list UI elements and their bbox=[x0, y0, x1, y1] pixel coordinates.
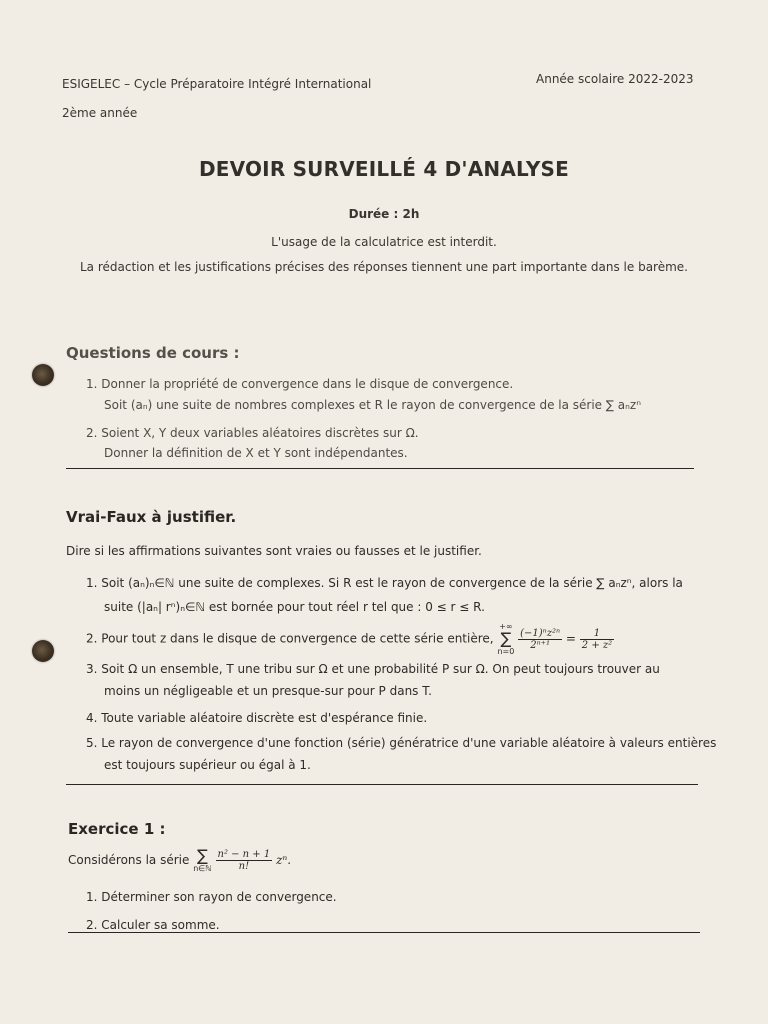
cours-q1-line2: Soit (aₙ) une suite de nombres complexes et R le rayon de convergence de la série ∑ aₙzⁿ bbox=[104, 398, 641, 412]
cours-q1-line1: 1. Donner la propriété de convergence dans le disque de convergence. bbox=[86, 377, 514, 391]
calculator-note: L'usage de la calculatrice est interdit. bbox=[271, 235, 497, 249]
exercice1-fraction: $\frac{\text{n² − n + 1}}{n!}$ bbox=[217, 849, 271, 872]
vraifaux-item1-line1: 1. Soit (aₙ)ₙ∈ℕ une suite de complexes. Si R est le rayon de convergence de la série ∑ aₙzⁿ, alors la bbox=[86, 576, 683, 590]
year-level-label: 2ème année bbox=[62, 106, 138, 120]
redaction-note: La rédaction et les justifications précises des réponses tiennent une part importante dans le barème. bbox=[80, 260, 688, 274]
section-heading-exercice1: Exercice 1 : bbox=[68, 820, 166, 838]
divider-1 bbox=[66, 468, 694, 469]
institution-label: ESIGELEC – Cycle Préparatoire Intégré International bbox=[62, 77, 372, 91]
duration-label: Durée : 2h bbox=[348, 207, 420, 221]
divider-2 bbox=[66, 784, 698, 785]
vraifaux-item4: 4. Toute variable aléatoire discrète est d'espérance finie. bbox=[86, 711, 428, 725]
page-title: DEVOIR SURVEILLÉ 4 D'ANALYSE bbox=[198, 157, 569, 181]
cours-q2-line1: 2. Soient X, Y deux variables aléatoires discrètes sur Ω. bbox=[86, 426, 419, 440]
item2-text: 2. Pour tout z dans le disque de convergence de cette série entière, bbox=[86, 631, 494, 646]
punch-hole-top bbox=[32, 364, 54, 386]
exercice1-q1: 1. Déterminer son rayon de convergence. bbox=[86, 890, 337, 904]
exercice1-sum-symbol: ∑ n∈ℕ bbox=[193, 846, 212, 873]
exercice1-intro: Considérons la série bbox=[68, 853, 190, 867]
section-heading-vraifaux: Vrai-Faux à justifier. bbox=[66, 508, 237, 526]
divider-3 bbox=[68, 932, 700, 933]
sum-symbol: +∞ ∑ n=0 bbox=[497, 622, 515, 656]
school-year-label: Année scolaire 2022-2023 bbox=[536, 72, 694, 86]
vraifaux-item5-line2: est toujours supérieur ou égal à 1. bbox=[104, 758, 311, 772]
vraifaux-intro: Dire si les affirmations suivantes sont vraies ou fausses et le justifier. bbox=[66, 544, 482, 558]
section-heading-cours: Questions de cours : bbox=[66, 344, 240, 362]
exercice1-series: Considérons la série ∑ n∈ℕ $\frac{\text{n² − n + 1}}{n!}$ zⁿ. bbox=[68, 846, 292, 873]
vraifaux-item3-line2: moins un négligeable et un presque-sur pour P dans T. bbox=[104, 684, 432, 698]
item2-fraction-left: $\frac{\text{(−1)ⁿz²ⁿ}}{\text{2ⁿ⁺¹}}$ bbox=[520, 627, 561, 651]
punch-hole-bottom bbox=[32, 640, 54, 662]
item2-fraction-right: $\frac{1}{\text{2 + z²}}$ bbox=[581, 627, 613, 651]
cours-q2-line2: Donner la définition de X et Y sont indépendantes. bbox=[104, 446, 408, 460]
exercice1-q2: 2. Calculer sa somme. bbox=[86, 918, 220, 932]
vraifaux-item1-line2: suite (|aₙ| rⁿ)ₙ∈ℕ est bornée pour tout réel r tel que : 0 ≤ r ≤ R. bbox=[104, 600, 485, 614]
vraifaux-item2: 2. Pour tout z dans le disque de convergence de cette série entière, +∞ ∑ n=0 $\frac{\text{(−1)ⁿz²ⁿ}}{\text{2ⁿ⁺¹}}$ = $\frac{1}{\text{2 + z²}}$ bbox=[86, 622, 613, 656]
vraifaux-item5-line1: 5. Le rayon de convergence d'une fonction (série) génératrice d'une variable aléatoire à valeurs entières bbox=[86, 736, 717, 750]
vraifaux-item3-line1: 3. Soit Ω un ensemble, T une tribu sur Ω et une probabilité P sur Ω. On peut toujours trouver au bbox=[86, 662, 660, 676]
